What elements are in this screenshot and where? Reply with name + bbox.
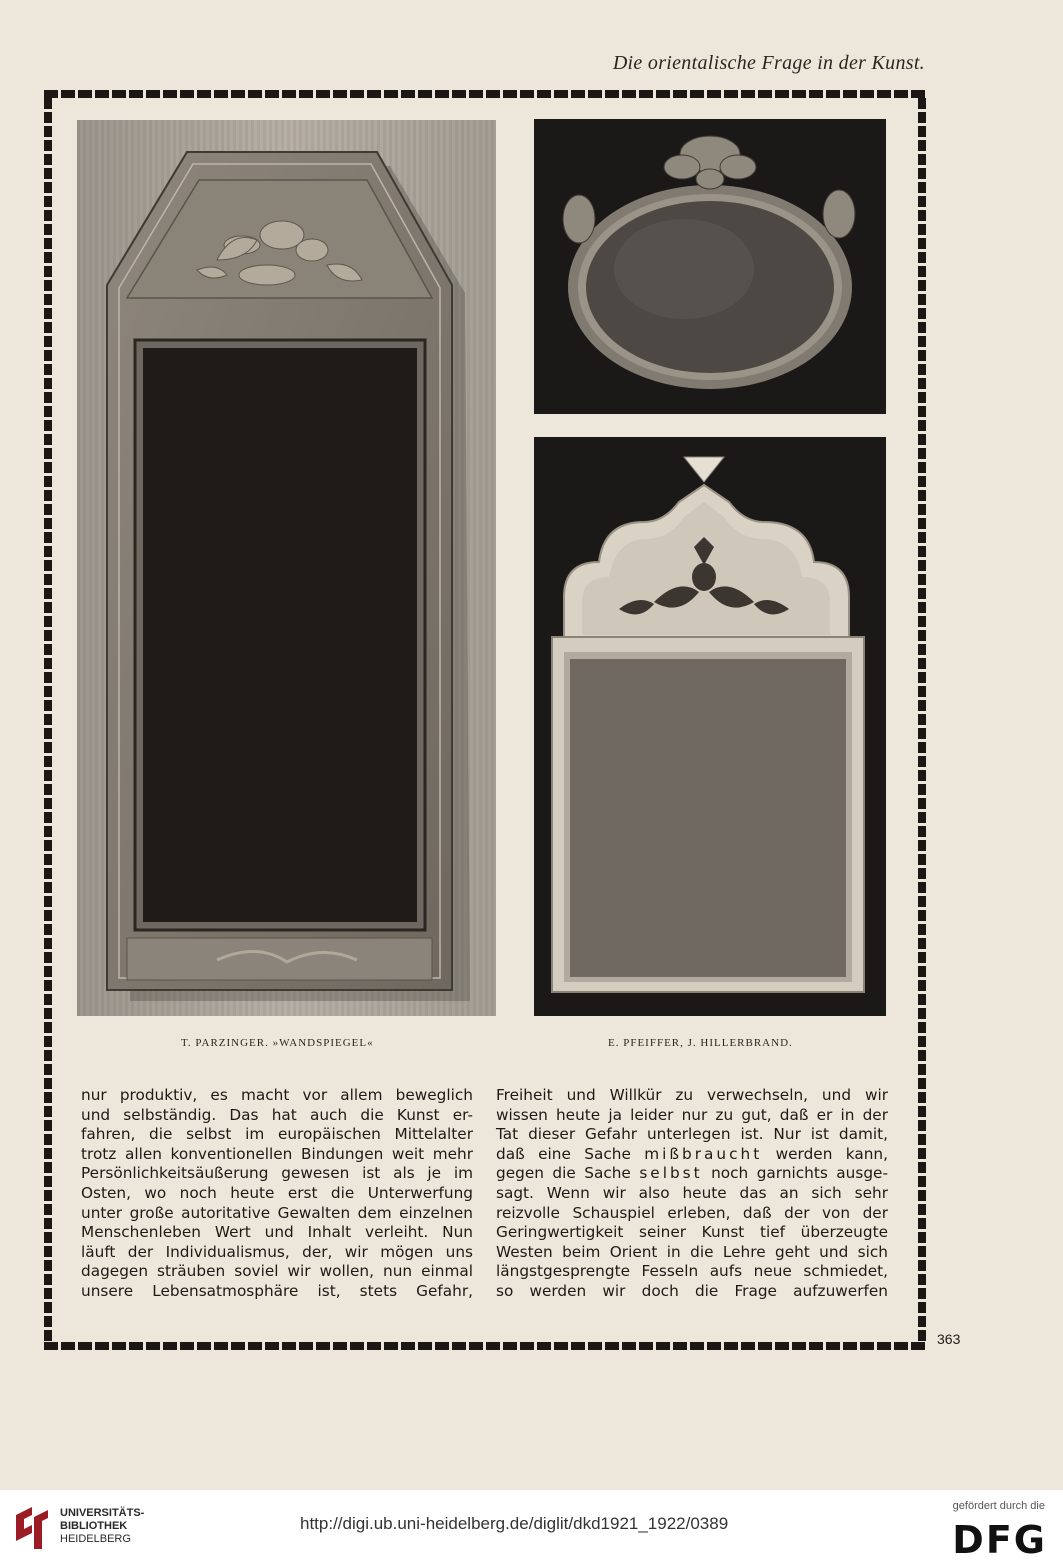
caption-right: E. PFEIFFER, J. HILLERBRAND. [608,1037,793,1049]
text-segment: noch garnichts ausge- [702,1164,888,1183]
border-bottom [44,1342,926,1350]
text-segment: gegen die Sache [496,1164,640,1183]
text-line: und selbständig. Das hat auch die Kunst er- [81,1105,473,1124]
text-line: fahren, die selbst im europäischen Mittelalter [81,1125,473,1144]
text-line: unter große autoritative Gewalten dem einzelnen [81,1203,473,1222]
photo-oval-mirror [534,119,886,414]
border-right [918,98,926,1342]
text-line: unsere Lebensatmosphäre ist, stets Gefahr, [81,1281,473,1300]
text-line: reizvolle Schauspiel erleben, daß der von der [496,1203,888,1222]
page-number: 363 [937,1331,961,1347]
text-line: Freiheit und Willkür zu verwechseln, und wir [496,1086,888,1104]
text-line: Persönlichkeitsäußerung gewesen ist als je im [81,1164,473,1183]
library-line: HEIDELBERG [60,1533,131,1545]
photo-crested-mirror [534,437,886,1016]
text-line [496,1164,888,1184]
library-line: UNIVERSITÄTS- [60,1507,145,1519]
emphasis-text: selbst [639,1164,703,1183]
text-line: Westen beim Orient in die Lehre geht und sich [496,1242,888,1261]
text-column-right [496,1086,888,1302]
border-left [44,98,52,1342]
text-line: so werden wir doch die Frage aufzuwerfen [496,1281,888,1300]
text-line: Menschenleben Wert und Inhalt verleiht. Nun [81,1223,473,1242]
text-line: wissen heute ja leider nur zu gut, daß er in der [496,1105,888,1124]
text-column-left [81,1086,473,1302]
footer-bar [0,1490,1063,1566]
emphasis-text: mißbraucht [644,1144,763,1163]
library-name [60,1507,144,1546]
text-line: läuft der Individualismus, der, wir mögen uns [81,1242,473,1261]
text-line: trotz allen konventionellen Bindungen weit mehr [81,1144,473,1163]
text-line: nur produktiv, es macht vor allem beweglich [81,1086,473,1104]
text-line: Osten, wo noch heute erst die Unterwerfung [81,1183,473,1202]
text-line: Tat dieser Gefahr unterlegen ist. Nur ist damit, [496,1125,888,1144]
border-top [44,90,926,98]
library-line: BIBLIOTHEK [60,1520,128,1532]
text-line: Geringwertigkeit seiner Kunst tief überzeugte [496,1223,888,1242]
permalink-url[interactable]: http://digi.ub.uni-heidelberg.de/diglit/dkd1921_1922/0389 [300,1514,729,1533]
university-library-logo-icon [12,1505,52,1551]
text-line [496,1145,888,1165]
caption-left: T. PARZINGER. »WANDSPIEGEL« [181,1037,374,1049]
text-segment: daß eine Sache [496,1144,645,1163]
text-line: sagt. Wenn wir also heute das an sich sehr [496,1183,888,1202]
photo-wall-mirror [77,120,496,1016]
dfg-logo: DFG [952,1518,1047,1562]
funded-by-label: gefördert durch die [952,1500,1045,1512]
text-line: dagegen sträuben soviel wir wollen, nun einmal [81,1262,473,1281]
text-segment: werden kann, [762,1144,888,1163]
running-head: Die orientalische Frage in der Kunst. [612,52,925,74]
text-line: längstgesprengte Fesseln aufs neue schmiedet, [496,1262,888,1281]
